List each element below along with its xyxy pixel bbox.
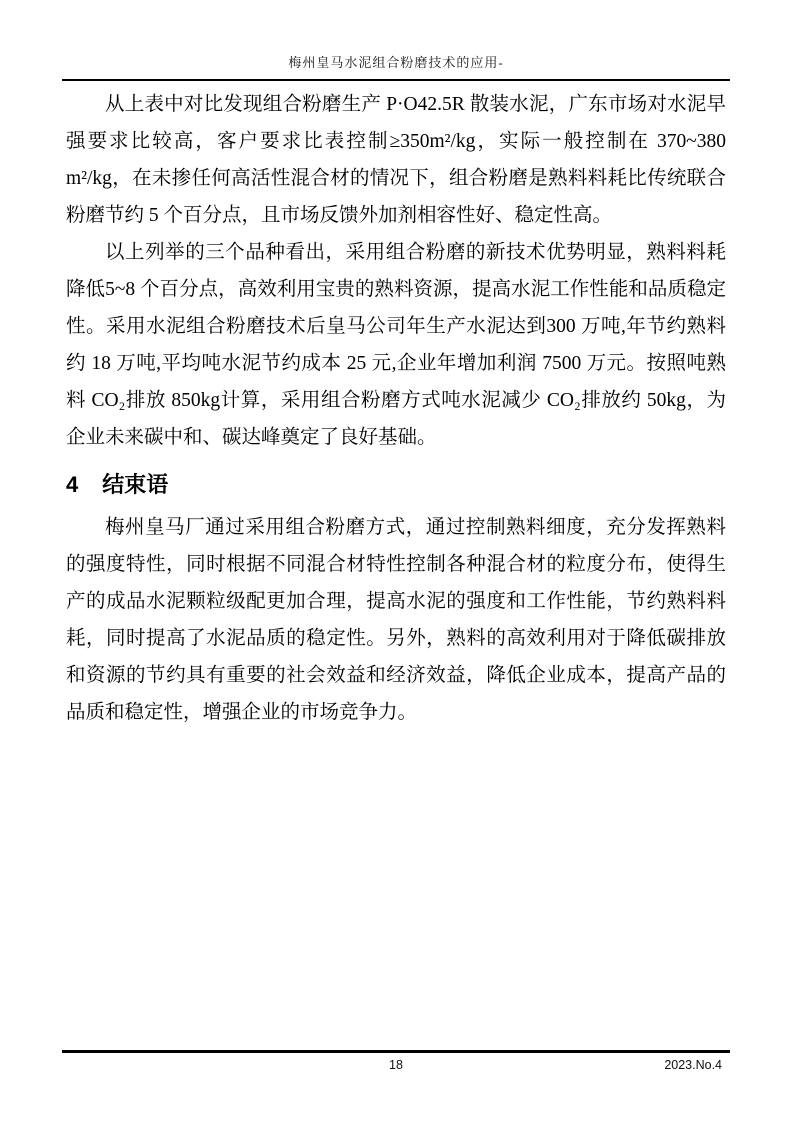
footer xyxy=(62,1058,730,1076)
section-heading-conclusion xyxy=(66,470,726,500)
document-body xyxy=(66,86,726,731)
header-rule xyxy=(62,79,730,81)
footer-rule xyxy=(62,1050,730,1053)
running-header-title: 梅州皇马水泥组合粉磨技术的应用- xyxy=(288,55,504,70)
body-paragraph-2: 以上列举的三个品种看出，采用组合粉磨的新技术优势明显，熟料料耗降低5~8 个百分点，高效利用宝贵的熟料资源，提高水泥工作性能和品质稳定性。采用水泥组合粉磨技术后皇马公司年生产水泥达到300 万吨,年节约熟料约 18 万吨,平均吨水泥节约成本 25 元,企业年增加利润 7500 万元。按照吨熟料 CO₂排放 850kg计算，采用组合粉磨方式吨水泥减少 CO₂排放约 50kg，为企业未来碳中和、碳达峰奠定了良好基础。 xyxy=(66,242,726,448)
body-paragraph-3: 梅州皇马厂通过采用组合粉磨方式，通过控制熟料细度，充分发挥熟料的强度特性，同时根据不同混合材特性控制各种混合材的粒度分布，使得生产的成品水泥颗粒级配更加合理，提高水泥的强度和工作性能，节约熟料料耗，同时提高了水泥品质的稳定性。另外，熟料的高效利用对于降低碳排放和资源的节约具有重要的社会效益和经济效益，降低企业成本，提高产品的品质和稳定性，增强企业的市场竞争力。 xyxy=(66,517,726,723)
body-paragraph-1: 从上表中对比发现组合粉磨生产 P·O42.5R 散装水泥，广东市场对水泥早强要求比较高，客户要求比表控制≥350m²/kg，实际一般控制在 370~380 m²/kg，在未掺任何高活性混合材的情况下，组合粉磨是熟料料耗比传统联合粉磨节约 5 个百分点，且市场反馈外加剂相容性好、稳定性高。 xyxy=(66,94,726,226)
section-heading-number: 4 xyxy=(66,472,79,497)
section-heading-title: 结束语 xyxy=(102,472,169,497)
page-number: 18 xyxy=(389,1058,403,1072)
issue-label: 2023.No.4 xyxy=(664,1058,722,1072)
